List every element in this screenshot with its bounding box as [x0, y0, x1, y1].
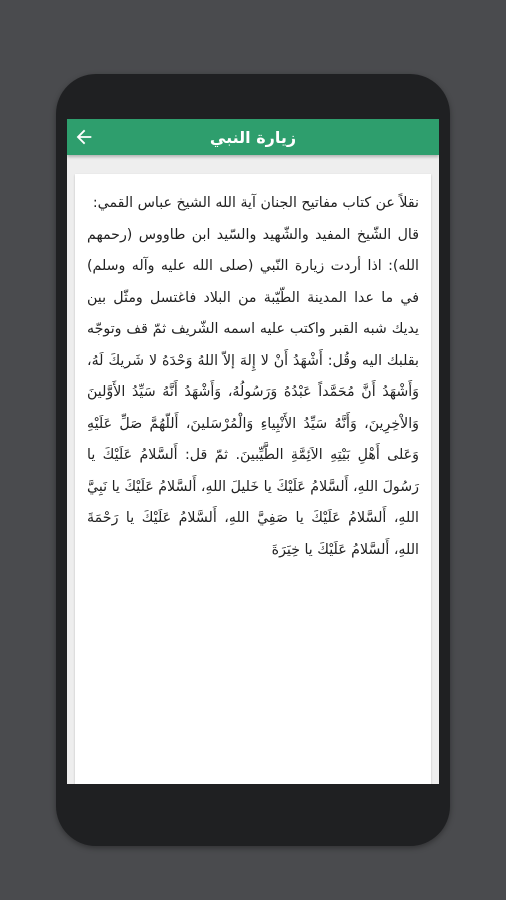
back-button[interactable]	[71, 125, 97, 149]
device-frame	[56, 74, 450, 846]
article-text	[75, 174, 431, 566]
article-paragraph-body: قال الشّيخ المفيد والشّهيد والسّيد ابن طاووس (رحمهم الله): اذا أردت زيارة النّبي (صلى الله عليه وآله وسلم) في ما عدا المدينة الطّيّبة من البلاد فاغتسل ومثّل بين يديك شبه القبر واكتب عليه اسمه الشّريف ثمّ قف وتوجّه بقلبك اليه وقُل: أَشْهَدُ أَنْ لا إِلهَ إلاّ اللهُ وَحْدَهُ لا شَريكَ لَهُ، وَأَشْهَدُ أَنَّ مُحَمَّداً عَبْدُهُ وَرَسُولُهُ، وَأَشْهَدُ أَنَّهُ سَيِّدُ الأَوَّلينَ وَالاْخِرِينَ، وَأَنَّهُ سَيِّدُ الأَنْبِياءِ وَالْمُرْسَلينَ، أَللّهُمَّ صَلِّ عَلَيْهِ وَعَلى أَهْلِ بَيْتِهِ الاَئِمَّةِ الطَّيِّبينَ. ثمّ قل: أَلسَّلامُ عَلَيْكَ يا رَسُولَ اللهِ، أَلسَّلامُ عَلَيْكَ يا خَليلَ اللهِ، أَلسَّلامُ عَلَيْكَ يا نَبِيَّ اللهِ، أَلسَّلامُ عَلَيْكَ يا صَفِيَّ اللهِ، أَلسَّلامُ عَلَيْكَ يا رَحْمَةَ اللهِ، أَلسَّلامُ عَلَيْكَ يا خِيَرَةَ	[87, 226, 419, 558]
article-card	[75, 174, 431, 784]
article-paragraph-source: نقلاً عن كتاب مفاتيح الجنان آية الله الشيخ عباس القمي:	[92, 195, 419, 211]
page-title: زيارة النبي	[209, 127, 297, 147]
arrow-left-icon	[73, 126, 95, 148]
app-screen	[67, 119, 439, 784]
app-bar	[67, 119, 439, 155]
